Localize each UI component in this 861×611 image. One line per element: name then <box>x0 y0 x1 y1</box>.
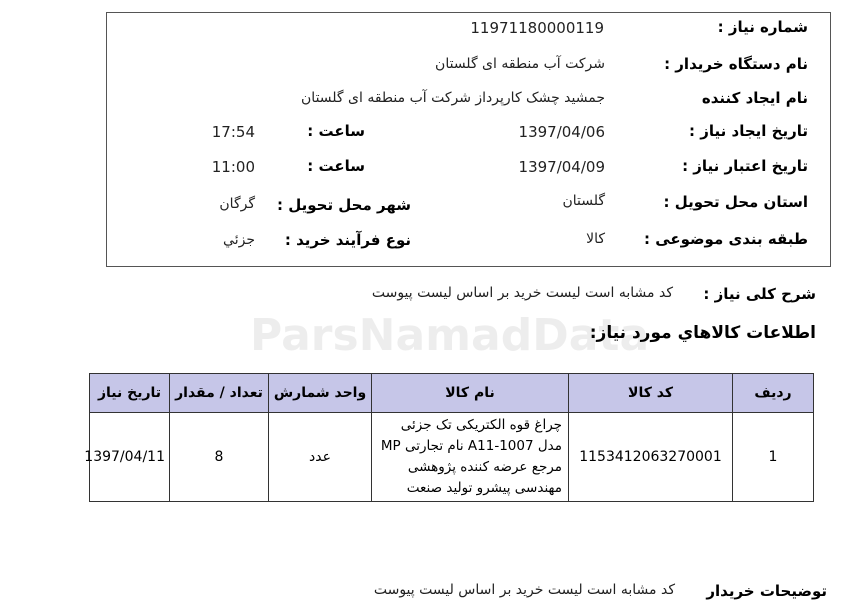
need-number-label: شماره نیاز : <box>717 18 808 36</box>
validity-time-label: ساعت : <box>307 157 365 175</box>
creator-value: جمشید چشک کارپرداز شرکت آب منطقه ای گلستان <box>301 90 605 106</box>
col-header-date: تاریخ نیاز <box>90 374 170 413</box>
validity-time-value: 11:00 <box>211 158 255 176</box>
table-row <box>90 413 814 502</box>
created-date-value: 1397/04/06 <box>518 123 605 141</box>
buyer-notes-text: کد مشابه است لیست خرید بر اساس لیست پیوست <box>373 582 675 598</box>
category-label: طبقه بندی موضوعی : <box>644 230 808 248</box>
cell-quantity: 8 <box>170 413 269 502</box>
province-label: استان محل تحویل : <box>663 193 808 211</box>
col-header-quantity: تعداد / مقدار <box>170 374 269 413</box>
col-header-name: نام کالا <box>372 374 569 413</box>
purchase-type-label: نوع فرآیند خرید : <box>284 231 411 249</box>
cell-unit: عدد <box>269 413 372 502</box>
purchase-type-value: جزئي <box>223 232 255 248</box>
cell-date: 1397/04/11 <box>90 413 170 502</box>
province-value: گلستان <box>562 193 605 209</box>
validity-date-value: 1397/04/09 <box>518 158 605 176</box>
summary-label: شرح کلی نیاز : <box>703 285 816 303</box>
city-value: گرگان <box>219 196 255 212</box>
items-section-title: اطلاعات کالاهاي مورد نیاز: <box>589 323 816 343</box>
items-table <box>84 373 814 502</box>
cell-row-number: 1 <box>733 413 814 502</box>
created-date-label: تاریخ ایجاد نیاز : <box>689 122 808 140</box>
col-header-unit: واحد شمارش <box>269 374 372 413</box>
summary-text: کد مشابه است لیست خرید بر اساس لیست پیوست <box>371 285 673 301</box>
created-time-label: ساعت : <box>307 122 365 140</box>
buyer-value: شرکت آب منطقه ای گلستان <box>435 56 605 72</box>
cell-name: چراغ قوه الکتریکی تک جزئی مدل A11-1007 نام تجارتی MP مرجع عرضه کننده پژوهشی مهندسی پیشرو تولید صنعت <box>372 413 569 502</box>
buyer-notes-label: توضیحات خریدار <box>706 582 827 600</box>
creator-label: نام ایجاد کننده <box>701 89 808 107</box>
col-header-row-number: ردیف <box>733 374 814 413</box>
created-time-value: 17:54 <box>211 123 255 141</box>
category-value: کالا <box>586 231 605 247</box>
cell-code: 1153412063270001 <box>569 413 733 502</box>
need-number-value: 11971180000119 <box>470 19 604 37</box>
validity-date-label: تاریخ اعتبار نیاز : <box>682 157 808 175</box>
watermark-text: ParsNamadData <box>250 310 650 361</box>
items-table-header <box>90 374 814 413</box>
city-label: شهر محل تحویل : <box>276 196 411 214</box>
buyer-label: نام دستگاه خریدار : <box>664 55 808 73</box>
col-header-code: کد کالا <box>569 374 733 413</box>
